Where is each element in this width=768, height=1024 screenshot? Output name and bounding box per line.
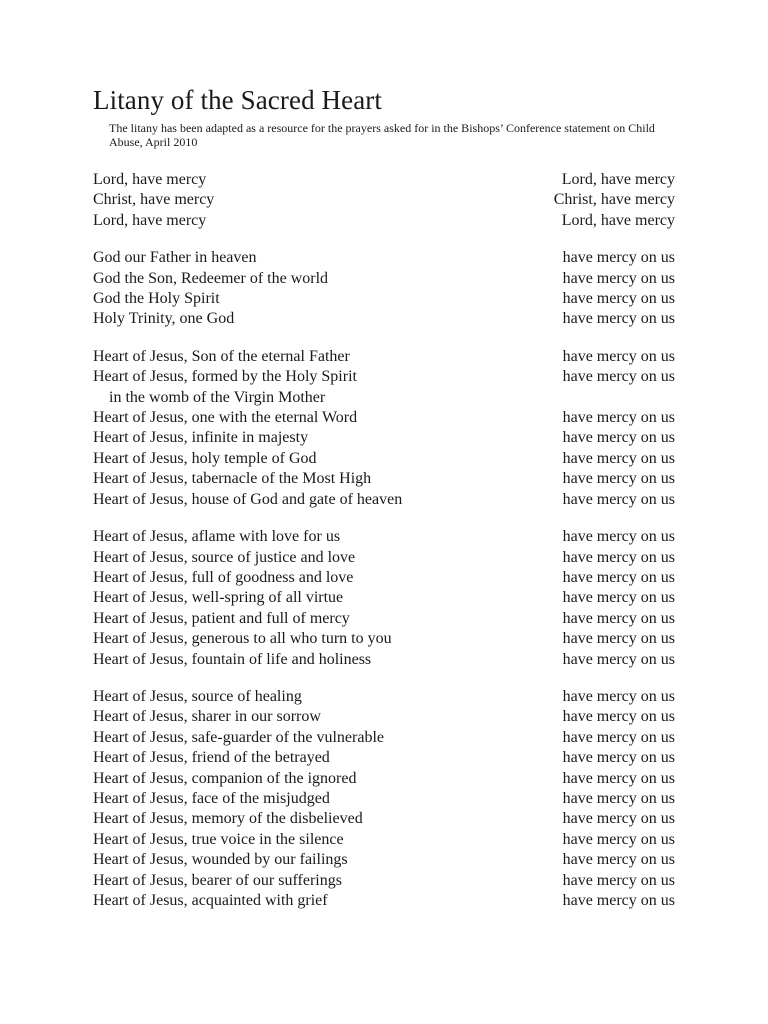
litany-row	[93, 309, 675, 329]
invocation-block	[93, 490, 402, 510]
invocation-continuation: in the womb of the Virgin Mother	[109, 388, 326, 406]
response-text: have mercy on us	[562, 687, 675, 705]
response-text: have mercy on us	[562, 470, 675, 488]
invocation-text: Heart of Jesus, bearer of our sufferings	[93, 871, 342, 889]
invocation-block	[93, 309, 234, 329]
invocation-text: Heart of Jesus, house of God and gate of heaven	[93, 490, 403, 508]
invocation-text: Heart of Jesus, true voice in the silence	[93, 830, 344, 848]
litany-section	[93, 248, 675, 330]
invocation-block	[93, 347, 350, 367]
invocation-text: God the Son, Redeemer of the world	[93, 269, 329, 287]
response-text: have mercy on us	[562, 728, 675, 746]
litany-row	[93, 809, 675, 829]
response-text: have mercy on us	[562, 548, 675, 566]
litany-row	[93, 527, 675, 547]
invocation-block	[93, 830, 344, 850]
invocation-text: Heart of Jesus, formed by the Holy Spirit	[93, 368, 357, 386]
invocation-block	[93, 527, 340, 547]
invocation-block	[93, 891, 328, 911]
litany-row	[93, 588, 675, 608]
response-text: have mercy on us	[562, 490, 675, 508]
invocation-text: Heart of Jesus, full of goodness and love	[93, 568, 354, 586]
invocation-text: Heart of Jesus, source of healing	[93, 687, 302, 705]
litany-row	[93, 707, 675, 727]
invocation-text: Heart of Jesus, face of the misjudged	[93, 789, 330, 807]
invocation-block	[93, 748, 330, 768]
intro-note: The litany has been adapted as a resource for the prayers asked for in the Bishops’ Conference statement on Child Abuse, April 2010	[109, 121, 655, 149]
response-text: have mercy on us	[562, 769, 675, 787]
invocation-text: Holy Trinity, one God	[93, 310, 235, 328]
invocation-text: God the Holy Spirit	[93, 290, 220, 308]
invocation-text: Heart of Jesus, aflame with love for us	[93, 528, 341, 546]
litany-row	[93, 211, 675, 231]
invocation-text: Heart of Jesus, holy temple of God	[93, 449, 317, 467]
response-text: have mercy on us	[562, 528, 675, 546]
litany-row	[93, 269, 675, 289]
response-text: have mercy on us	[562, 851, 675, 869]
invocation-text: Heart of Jesus, fountain of life and holiness	[93, 650, 372, 668]
invocation-block	[93, 248, 257, 268]
response-text: have mercy on us	[562, 249, 675, 267]
litany-section	[93, 347, 675, 510]
invocation-text: God our Father in heaven	[93, 249, 257, 267]
response-text: Christ, have mercy	[553, 191, 675, 209]
litany-row	[93, 629, 675, 649]
response-text: have mercy on us	[562, 830, 675, 848]
response-text: have mercy on us	[562, 589, 675, 607]
invocation-block	[93, 289, 220, 309]
response-text: have mercy on us	[562, 609, 675, 627]
response-text: have mercy on us	[562, 429, 675, 447]
invocation-text: Heart of Jesus, patient and full of mercy	[93, 609, 350, 627]
invocation-block	[93, 469, 371, 489]
response-text: have mercy on us	[562, 310, 675, 328]
response-text: have mercy on us	[562, 568, 675, 586]
response-text: Lord, have mercy	[561, 211, 675, 229]
litany-row	[93, 769, 675, 789]
litany-sections	[93, 170, 675, 911]
invocation-block	[93, 629, 392, 649]
litany-row	[93, 850, 675, 870]
invocation-text: Heart of Jesus, wounded by our failings	[93, 851, 348, 869]
invocation-block	[93, 789, 330, 809]
response-text: have mercy on us	[562, 871, 675, 889]
litany-row	[93, 248, 675, 268]
invocation-block	[93, 367, 357, 408]
invocation-text: Lord, have mercy	[93, 171, 207, 188]
litany-row	[93, 830, 675, 850]
invocation-text: Heart of Jesus, generous to all who turn to you	[93, 630, 392, 648]
invocation-block	[93, 650, 371, 670]
invocation-block	[93, 269, 328, 289]
response-text: have mercy on us	[562, 368, 675, 386]
response-text: have mercy on us	[562, 630, 675, 648]
litany-row	[93, 728, 675, 748]
document-page	[93, 84, 675, 928]
response-text: have mercy on us	[562, 269, 675, 287]
invocation-block	[93, 190, 214, 210]
litany-row	[93, 789, 675, 809]
invocation-text: Heart of Jesus, one with the eternal Word	[93, 409, 358, 427]
litany-row	[93, 449, 675, 469]
litany-row	[93, 871, 675, 891]
invocation-text: Heart of Jesus, tabernacle of the Most High	[93, 470, 372, 488]
response-text: have mercy on us	[562, 650, 675, 668]
invocation-block	[93, 588, 343, 608]
litany-row	[93, 347, 675, 367]
invocation-block	[93, 449, 317, 469]
litany-section	[93, 687, 675, 911]
litany-row	[93, 891, 675, 911]
litany-row	[93, 408, 675, 428]
response-text: have mercy on us	[562, 892, 675, 909]
litany-row	[93, 190, 675, 210]
litany-row	[93, 367, 675, 408]
response-text: have mercy on us	[562, 449, 675, 467]
invocation-text: Heart of Jesus, acquainted with grief	[93, 892, 328, 909]
litany-row	[93, 687, 675, 707]
invocation-block	[93, 850, 348, 870]
invocation-block	[93, 211, 206, 231]
invocation-block	[93, 170, 206, 190]
invocation-block	[93, 408, 357, 428]
invocation-text: Lord, have mercy	[93, 211, 207, 229]
invocation-text: Heart of Jesus, well-spring of all virtue	[93, 589, 344, 607]
litany-row	[93, 650, 675, 670]
invocation-block	[93, 609, 350, 629]
litany-section	[93, 527, 675, 670]
litany-row	[93, 289, 675, 309]
litany-section	[93, 170, 675, 231]
response-text: have mercy on us	[562, 290, 675, 308]
litany-row	[93, 490, 675, 510]
response-text: Lord, have mercy	[561, 171, 675, 188]
response-text: have mercy on us	[562, 409, 675, 427]
invocation-text: Heart of Jesus, infinite in majesty	[93, 429, 309, 447]
invocation-text: Heart of Jesus, friend of the betrayed	[93, 749, 330, 767]
response-text: have mercy on us	[562, 749, 675, 767]
invocation-text: Heart of Jesus, memory of the disbelieved	[93, 810, 363, 828]
litany-row	[93, 170, 675, 190]
invocation-text: Heart of Jesus, companion of the ignored	[93, 769, 357, 787]
invocation-block	[93, 707, 321, 727]
response-text: have mercy on us	[562, 789, 675, 807]
invocation-text: Heart of Jesus, sharer in our sorrow	[93, 708, 321, 726]
response-text: have mercy on us	[562, 347, 675, 365]
invocation-block	[93, 809, 363, 829]
invocation-text: Heart of Jesus, safe-guarder of the vulnerable	[93, 728, 384, 746]
invocation-block	[93, 548, 355, 568]
invocation-text: Christ, have mercy	[93, 191, 215, 209]
litany-row	[93, 469, 675, 489]
invocation-block	[93, 428, 308, 448]
document-title: Litany of the Sacred Heart	[93, 85, 382, 115]
litany-row	[93, 548, 675, 568]
invocation-text: Heart of Jesus, Son of the eternal Father	[93, 347, 350, 365]
invocation-block	[93, 728, 384, 748]
litany-row	[93, 609, 675, 629]
response-text: have mercy on us	[562, 810, 675, 828]
invocation-block	[93, 687, 302, 707]
invocation-block	[93, 871, 342, 891]
response-text: have mercy on us	[562, 708, 675, 726]
litany-row	[93, 428, 675, 448]
litany-row	[93, 748, 675, 768]
invocation-block	[93, 568, 353, 588]
invocation-block	[93, 769, 356, 789]
litany-row	[93, 568, 675, 588]
invocation-text: Heart of Jesus, source of justice and love	[93, 548, 356, 566]
